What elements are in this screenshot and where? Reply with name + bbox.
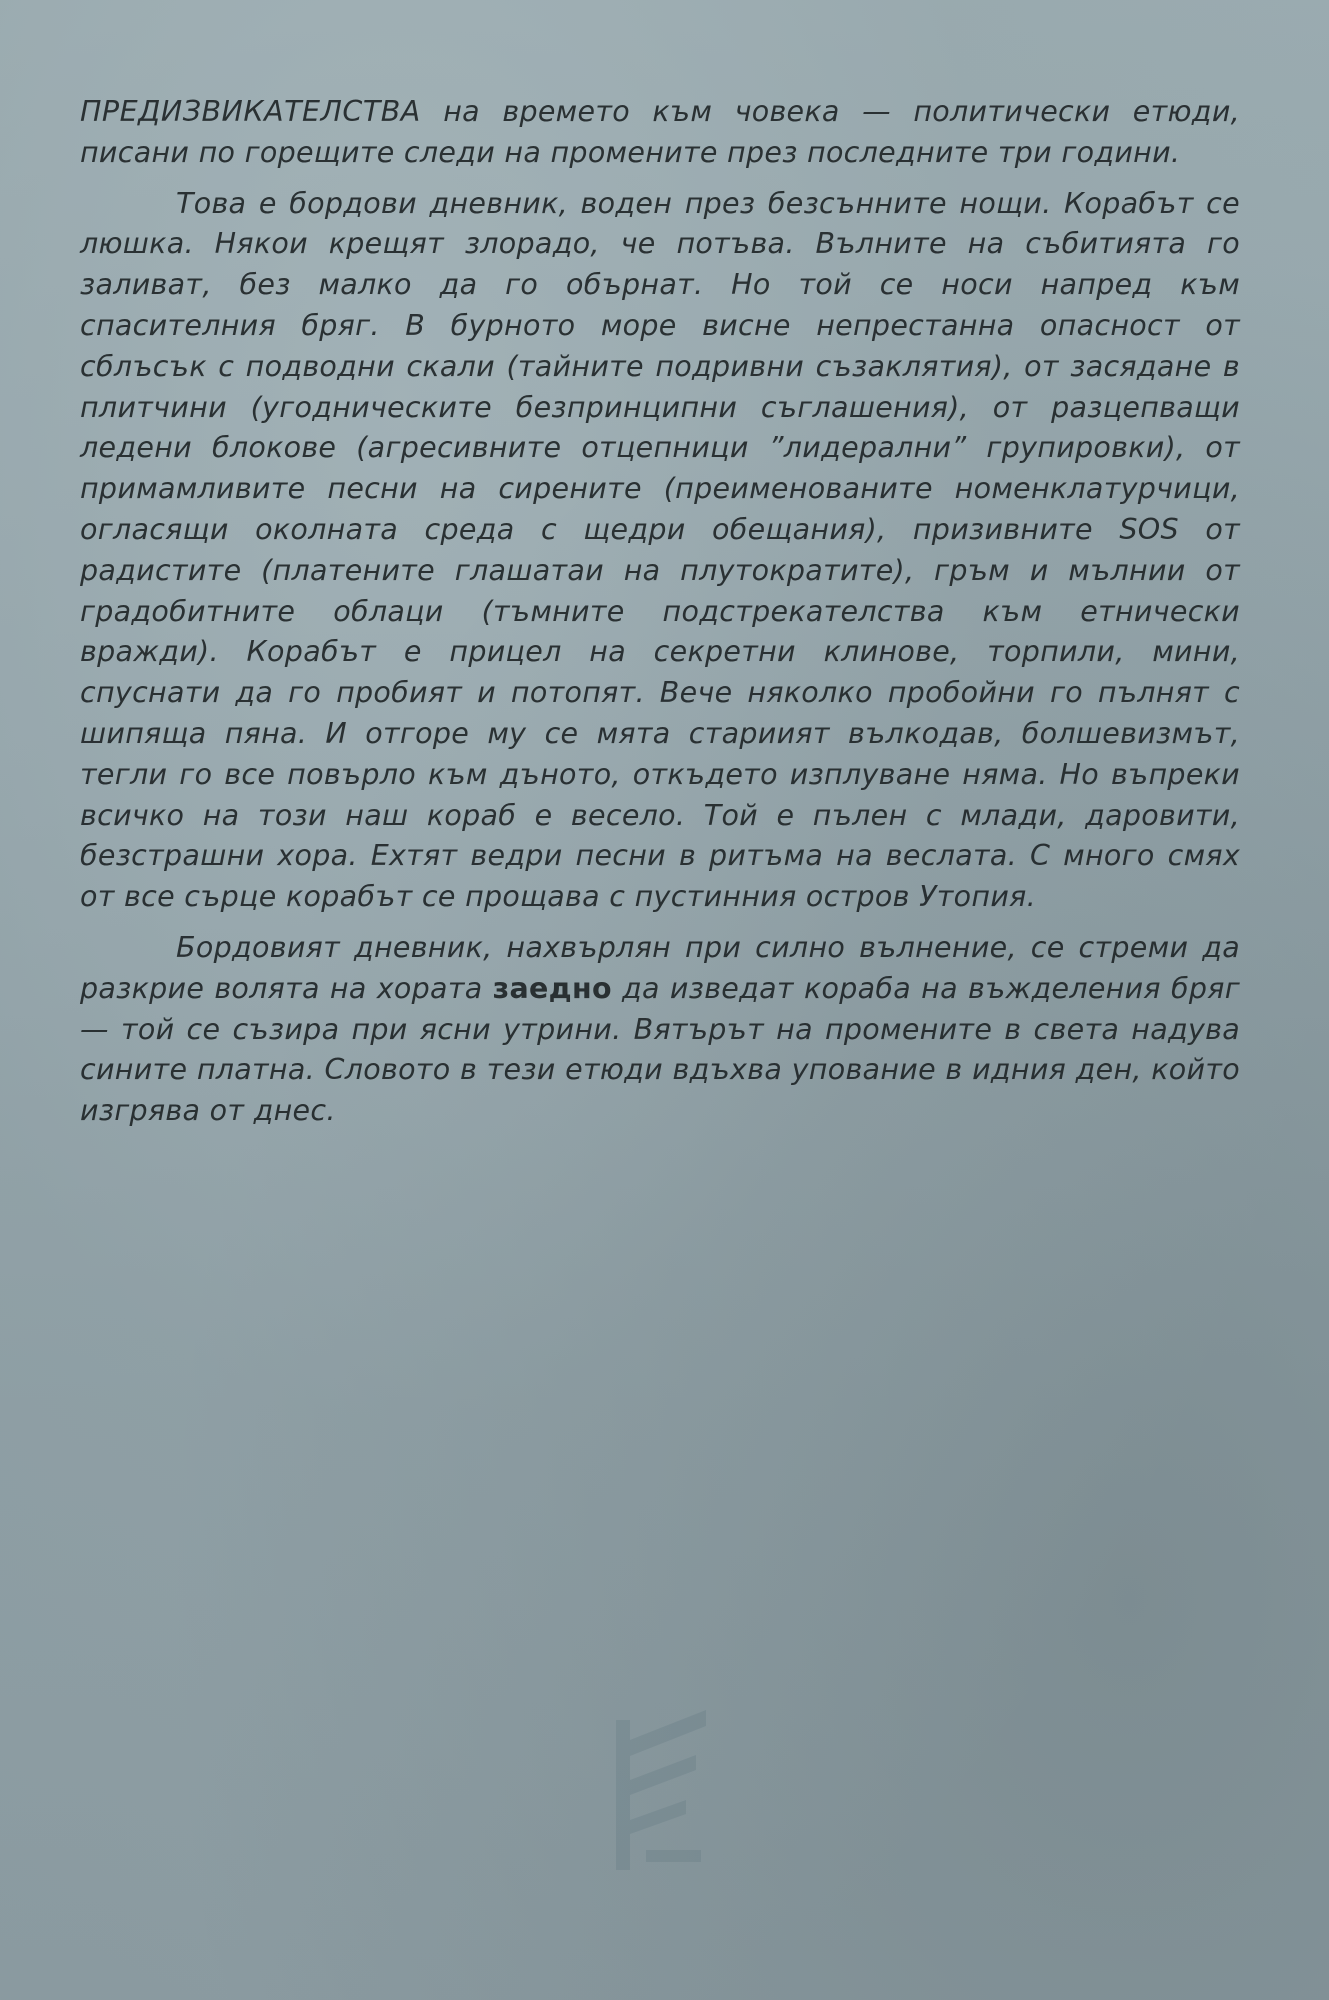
closing-paragraph: [80, 928, 1240, 1132]
body-text: [80, 92, 1240, 1142]
intro-lead-word: ПРЕДИЗВИКАТЕЛСТВА: [80, 95, 421, 128]
intro-paragraph: [80, 92, 1240, 174]
main-paragraph: Това е бордови дневник, воден през безсънните нощи. Корабът се люшка. Някои крещят злорадо, че потъва. Вълните на събитията го заливат, без малко да го обърнат. Но той се носи напред към спасителния бряг. В бурното море висне непрестанна опасност от сблъсък с подводни скали (тайните подривни съзаклятия), от засядане в плитчини (угодническите безпринципни съглашения), от разцепващи ледени блокове (агресивните отцепници ”лидерални” групировки), от примамливите песни на сирените (преименованите номенклатурчици, огласящи околната среда с щедри обещания), призивните SOS от радистите (платените глашатаи на плутократите), гръм и мълнии от градобитните облаци (тъмните подстрекателства към етнически вражди). Корабът е прицел на секретни клинове, торпили, мини, спуснати да го пробият и потопят. Вече няколко пробойни го пълнят с шипяща пяна. И отгоре му се мята стариият вълкодав, болшевизмът, тегли го все повърло към дъното, откъдето изплуване няма. Но въпреки всичко на този наш кораб е весело. Той е пълен с млади, даровити, безстрашни хора. Ехтят ведри песни в ритъма на веслата. С много смях от все сърце корабът се прощава с пустинния остров Утопия.: [80, 186, 1240, 914]
publisher-logo-icon: [606, 1700, 716, 1890]
closing-text-before: Бордовият дневник, нахвърлян при силно вълнение, се стреми да разкрие волята на хората: [80, 930, 1240, 1005]
intro-text: на времето към човека — политически етюди, писани по горещите следи на промените през последните три години.: [80, 95, 1240, 169]
emphasis-word: заедно: [492, 971, 612, 1005]
closing-text-after: да изведат кораба на въжделения бряг — той се съзира при ясни утрини. Вятърът на промените в света надува сините платна. Словото в тези етюди вдъхва упование в идния ден, който изгрява от днес.: [80, 971, 1240, 1128]
